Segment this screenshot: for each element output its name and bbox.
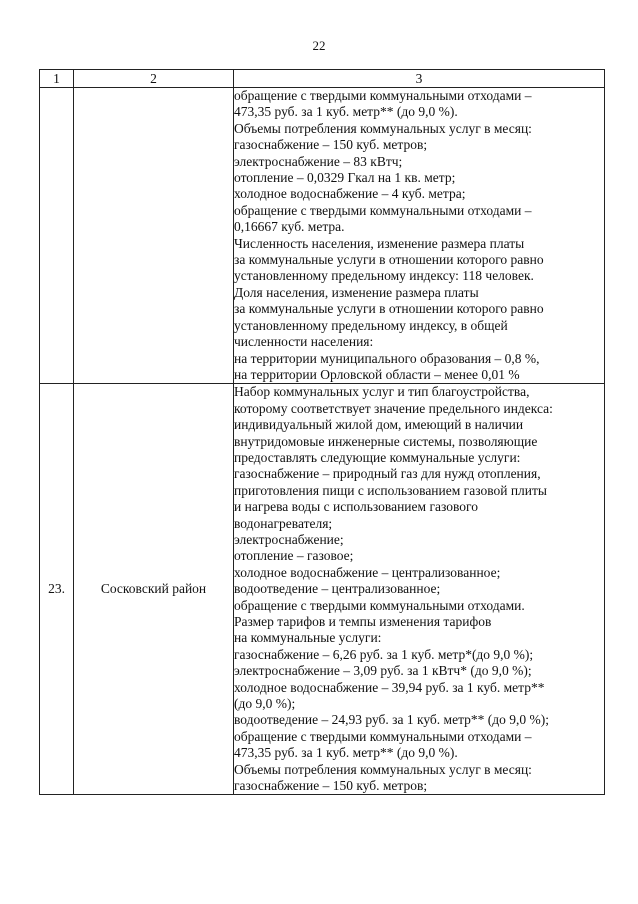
description-line: Объемы потребления коммунальных услуг в месяц: <box>234 120 532 136</box>
description-line: обращение с твердыми коммунальными отходами – <box>234 202 532 218</box>
description-line: холодное водоснабжение – 4 куб. метра; <box>234 186 466 202</box>
tariff-description <box>234 384 605 795</box>
district-name <box>74 88 234 384</box>
description-line: Объемы потребления коммунальных услуг в месяц: <box>234 761 532 777</box>
description-line: электроснабжение; <box>234 531 344 547</box>
description-line: отопление – 0,0329 Гкал на 1 кв. метр; <box>234 170 456 186</box>
description-line: 0,16667 куб. метра. <box>234 219 345 235</box>
table-header-row <box>40 70 605 88</box>
row-number <box>40 88 74 384</box>
description-line: обращение с твердыми коммунальными отходами – <box>234 88 532 103</box>
description-line: за коммунальные услуги в отношении которого равно <box>234 252 544 268</box>
description-line: которому соответствует значение предельного индекса: <box>234 400 553 416</box>
description-line: водоотведение – 24,93 руб. за 1 куб. метр** (до 9,0 %); <box>234 712 549 728</box>
description-line: за коммунальные услуги в отношении которого равно <box>234 301 544 317</box>
description-line: обращение с твердыми коммунальными отходами. <box>234 597 525 613</box>
description-line: (до 9,0 %); <box>234 696 296 712</box>
description-line: Набор коммунальных услуг и тип благоустройства, <box>234 384 530 400</box>
description-line: численности населения: <box>234 334 374 350</box>
description-line: электроснабжение – 83 кВтч; <box>234 153 403 169</box>
tariff-description <box>234 88 605 384</box>
description-line: холодное водоснабжение – 39,94 руб. за 1 куб. метр** <box>234 679 545 695</box>
column-header: 3 <box>234 70 605 88</box>
description-line: внутридомовые инженерные системы, позволяющие <box>234 433 538 449</box>
column-header: 2 <box>74 70 234 88</box>
table-row <box>40 384 605 795</box>
description-line: электроснабжение – 3,09 руб. за 1 кВтч* (до 9,0 %); <box>234 663 532 679</box>
description-line: Численность населения, изменение размера платы <box>234 235 525 251</box>
description-line: газоснабжение – природный газ для нужд отопления, <box>234 466 541 482</box>
description-line: установленному предельному индексу: 118 человек. <box>234 268 534 284</box>
description-line: на территории муниципального образования – 0,8 %, <box>234 350 540 366</box>
description-line: Размер тарифов и темпы изменения тарифов <box>234 614 492 629</box>
column-header: 1 <box>40 70 74 88</box>
description-line: водоотведение – централизованное; <box>234 581 441 597</box>
description-line: Доля населения, изменение размера платы <box>234 284 479 300</box>
description-line: на коммунальные услуги: <box>234 630 382 646</box>
table-row <box>40 88 605 384</box>
description-line: водонагревателя; <box>234 515 333 531</box>
description-line: 473,35 руб. за 1 куб. метр** (до 9,0 %). <box>234 104 458 120</box>
description-line: установленному предельному индексу, в общей <box>234 317 508 333</box>
description-line: и нагрева воды с использованием газового <box>234 499 478 515</box>
tariff-table <box>39 69 605 795</box>
description-line: 473,35 руб. за 1 куб. метр** (до 9,0 %). <box>234 745 458 761</box>
description-line: обращение с твердыми коммунальными отходами – <box>234 728 532 744</box>
description-line: приготовления пищи с использованием газовой плиты <box>234 482 547 498</box>
description-line: газоснабжение – 6,26 руб. за 1 куб. метр*(до 9,0 %); <box>234 646 534 662</box>
description-line: индивидуальный жилой дом, имеющий в наличии <box>234 417 524 433</box>
district-name: Сосковский район <box>74 384 234 795</box>
description-line: газоснабжение – 150 куб. метров; <box>234 778 428 794</box>
description-line: холодное водоснабжение – централизованное; <box>234 564 501 580</box>
description-line: предоставлять следующие коммунальные услуги: <box>234 449 521 465</box>
row-number: 23. <box>40 384 74 795</box>
page-number: 22 <box>312 38 326 53</box>
description-line: отопление – газовое; <box>234 548 354 564</box>
description-line: на территории Орловской области – менее 0,01 % <box>234 366 520 382</box>
description-line: газоснабжение – 150 куб. метров; <box>234 137 428 153</box>
